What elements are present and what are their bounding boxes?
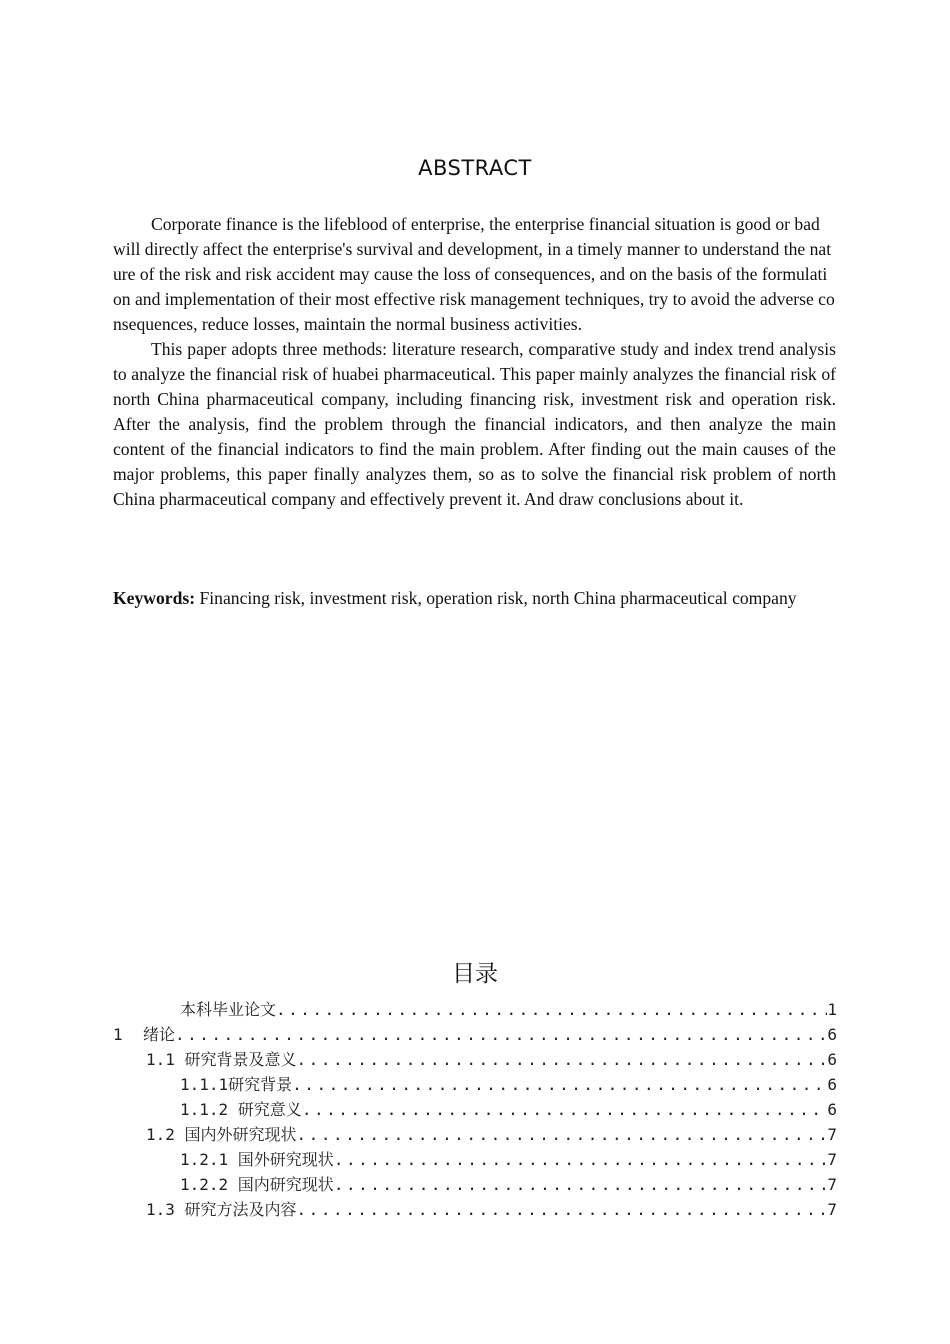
toc-leader-dots [334, 1147, 828, 1172]
toc-chapter-title: 绪论 [143, 1025, 176, 1044]
toc-entry-label: 1.3 研究方法及内容 [146, 1200, 297, 1219]
toc-entry[interactable] [113, 1197, 837, 1222]
toc-leader-dots [276, 997, 827, 1022]
toc-entry-page: 7 [827, 1200, 837, 1219]
toc-leader-dots [297, 1197, 828, 1222]
keywords-text: Financing risk, investment risk, operation risk, north China pharmaceutical company [199, 588, 797, 608]
toc-entry-page: 1 [827, 1000, 837, 1019]
toc-entry-label: 1.2 国内外研究现状 [146, 1125, 297, 1144]
toc-entry[interactable] [113, 1122, 837, 1147]
toc-leader-dots [175, 1022, 827, 1047]
toc-entry-label: 1.1.1研究背景 [180, 1075, 293, 1094]
toc-leader-dots [292, 1072, 827, 1097]
table-of-contents [113, 997, 837, 1222]
toc-entry[interactable] [113, 1072, 837, 1097]
abstract-paragraph-1: Corporate finance is the lifeblood of enterprise, the enterprise financial situation is good or bad will directly affect the enterprise's survival and development, in a timely manner to understand the nature of the risk and risk accident may cause the loss of consequences, and on the basis of the formulation and implementation of their most effective risk management techniques, try to avoid the adverse consequences, reduce losses, maintain the normal business activities. [113, 214, 835, 334]
toc-entry-label: 本科毕业论文 [180, 1000, 277, 1019]
toc-entry-page: 7 [827, 1150, 837, 1169]
toc-entry[interactable] [113, 1097, 837, 1122]
abstract-body [113, 212, 836, 512]
toc-entry-page: 7 [827, 1175, 837, 1194]
toc-leader-dots [302, 1097, 828, 1122]
toc-entry-page: 6 [827, 1075, 837, 1094]
abstract-paragraph-2: This paper adopts three methods: literature research, comparative study and index trend analysis to analyze the financial risk of huabei pharmaceutical. This paper mainly analyzes the financial risk of north China pharmaceutical company, including financing risk, investment risk and operation risk. After the analysis, find the problem through the financial indicators, and then analyze the main content of the financial indicators to find the main problem. After finding out the main causes of the major problems, this paper finally analyzes them, so as to solve the financial risk problem of north China pharmaceutical company and effectively prevent it. And draw conclusions about it. [113, 339, 836, 509]
toc-title: 目录 [452, 961, 498, 987]
keywords [113, 586, 836, 611]
toc-entry[interactable] [113, 997, 837, 1022]
toc-leader-dots [334, 1172, 828, 1197]
toc-entry-label [113, 1022, 175, 1047]
toc-entry-page: 7 [827, 1125, 837, 1144]
keywords-label: Keywords: [113, 588, 196, 608]
toc-chapter-number: 1 [113, 1025, 123, 1044]
toc-leader-dots [297, 1122, 828, 1147]
toc-entry-page: 6 [827, 1050, 837, 1069]
toc-entry-label: 1.2.2 国内研究现状 [180, 1175, 334, 1194]
toc-entry-page: 6 [827, 1100, 837, 1119]
toc-entry-page: 6 [827, 1025, 837, 1044]
toc-entry-label: 1.2.1 国外研究现状 [180, 1150, 334, 1169]
toc-leader-dots [297, 1047, 828, 1072]
toc-entry[interactable] [113, 1047, 837, 1072]
toc-entry-label: 1.1 研究背景及意义 [146, 1050, 297, 1069]
toc-entry-label: 1.1.2 研究意义 [180, 1100, 302, 1119]
abstract-title: ABSTRACT [418, 156, 532, 180]
toc-entry[interactable] [113, 1172, 837, 1197]
toc-entry[interactable] [113, 1022, 837, 1047]
toc-entry[interactable] [113, 1147, 837, 1172]
